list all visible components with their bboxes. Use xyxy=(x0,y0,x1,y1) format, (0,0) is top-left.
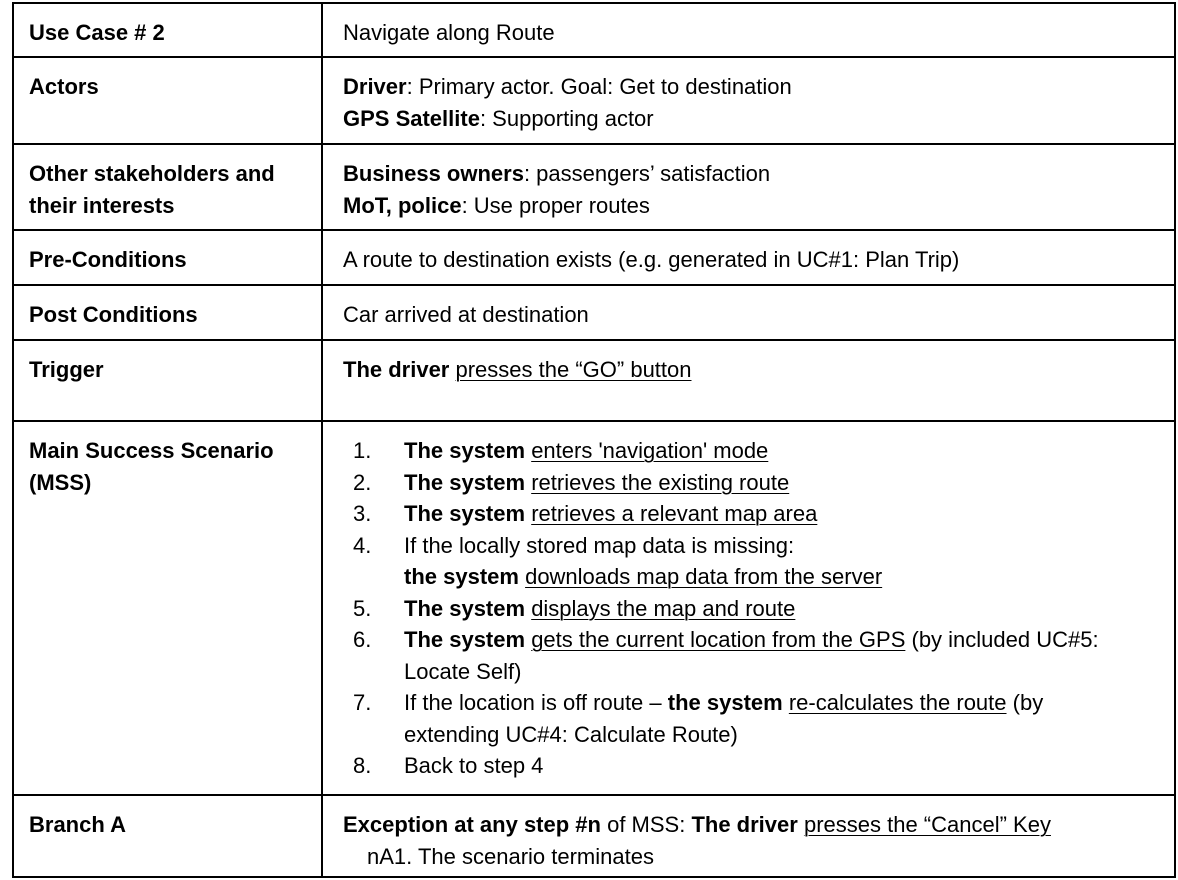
branch-a-label: Branch A xyxy=(13,795,322,877)
stakeholder-line: Business owners: passengers’ satisfaction xyxy=(343,161,771,186)
mss-step: 1. The system enters 'navigation' mode xyxy=(353,438,769,463)
stakeholders-value xyxy=(322,144,1175,230)
mss-step: 7. If the location is off route – the system re-calculates the route (by extending UC#4: Calculate Route) xyxy=(353,690,1044,747)
pre-conditions-value: A route to destination exists (e.g. generated in UC#1: Plan Trip) xyxy=(322,230,1175,285)
mss-step: 4. If the locally stored map data is missing: the system downloads map data from the server xyxy=(353,532,883,589)
use-case-label: Use Case # 2 xyxy=(13,3,322,57)
row-stakeholders xyxy=(13,144,1175,230)
row-post-conditions xyxy=(13,285,1175,340)
actors-label: Actors xyxy=(13,57,322,144)
row-trigger xyxy=(13,340,1175,421)
mss-label: Main Success Scenario (MSS) xyxy=(13,421,322,795)
row-actors xyxy=(13,57,1175,144)
row-mss xyxy=(13,421,1175,795)
row-use-case xyxy=(13,3,1175,57)
mss-step: 2. The system retrieves the existing route xyxy=(353,469,790,495)
mss-step: 3. The system retrieves a relevant map area xyxy=(353,501,818,526)
post-conditions-label: Post Conditions xyxy=(13,285,322,340)
use-case-table xyxy=(12,2,1176,878)
post-conditions-value: Car arrived at destination xyxy=(322,285,1175,340)
mss-step: 6. The system gets the current location from the GPS (by included UC#5: Locate Self) xyxy=(353,627,1099,684)
actor-line: GPS Satellite: Supporting actor xyxy=(343,105,654,131)
trigger-value: The driver presses the “GO” button xyxy=(322,340,1175,421)
actors-value xyxy=(322,57,1175,144)
mss-step: 5. The system displays the map and route xyxy=(353,595,796,621)
stakeholder-line: MoT, police: Use proper routes xyxy=(343,192,650,218)
mss-steps xyxy=(322,421,1175,795)
use-case-value: Navigate along Route xyxy=(322,3,1175,57)
branch-a-value: Exception at any step #n of MSS: The driver presses the “Cancel” Key nA1. The scenario terminates xyxy=(322,795,1175,877)
pre-conditions-label: Pre-Conditions xyxy=(13,230,322,285)
trigger-label: Trigger xyxy=(13,340,322,421)
row-branch-a xyxy=(13,795,1175,877)
mss-step: 8. Back to step 4 xyxy=(353,753,544,778)
row-pre-conditions xyxy=(13,230,1175,285)
stakeholders-label: Other stakeholders and their interests xyxy=(13,144,322,230)
actor-line: Driver: Primary actor. Goal: Get to destination xyxy=(343,74,792,99)
